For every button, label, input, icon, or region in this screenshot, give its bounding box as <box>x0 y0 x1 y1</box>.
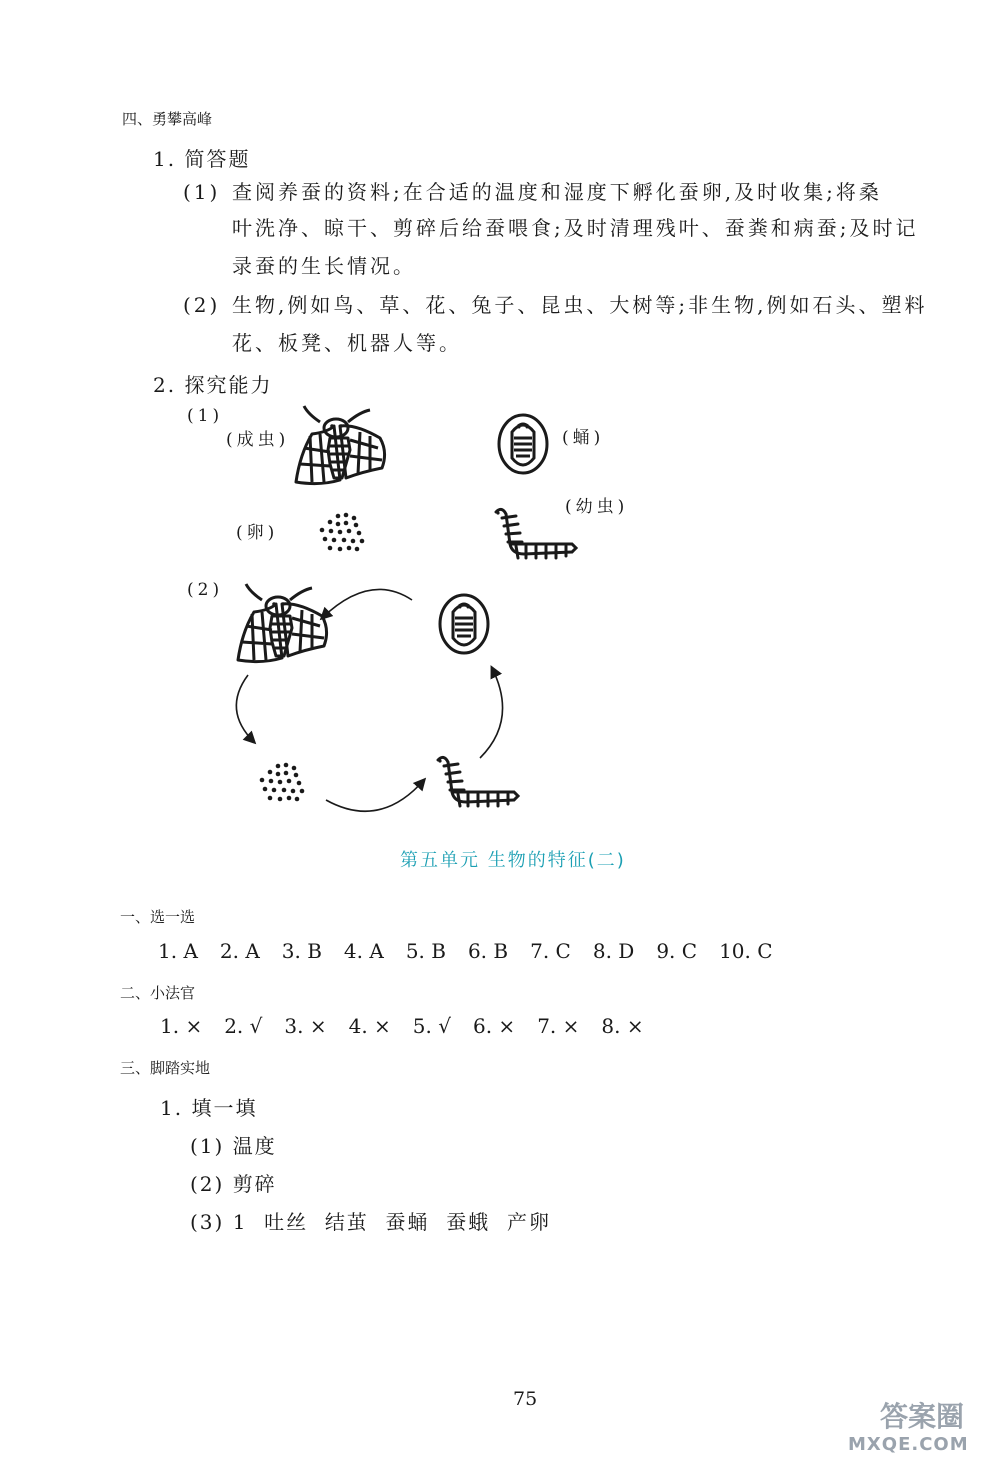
q1-title: 1. 简答题 <box>153 147 251 171</box>
answer-item: 1. A <box>158 939 198 963</box>
section-4-title: 四、勇攀高峰 <box>122 110 213 128</box>
fill-in-answer-2: (2) 剪碎 <box>190 1172 277 1196</box>
answer-item: 10. C <box>719 939 773 963</box>
q1-answer-2-line-2: 花、板凳、机器人等。 <box>232 331 462 355</box>
arrow-pupa-to-moth <box>322 589 412 618</box>
answer-item: 6. B <box>467 939 509 963</box>
q1-answer-2-line-1: 生物,例如鸟、草、花、兔子、昆虫、大树等;非生物,例如石头、塑料 <box>232 293 928 317</box>
q2-part-1-label: (1) <box>187 406 224 426</box>
page-number: 75 <box>513 1388 538 1410</box>
adult-label: (成虫) <box>226 430 290 450</box>
watermark-url: MXQE.COM <box>848 1434 969 1455</box>
answer-item: 2. A <box>219 939 260 963</box>
answer-item: 1. × <box>160 1014 203 1038</box>
answer-item: 8. × <box>601 1014 644 1038</box>
answer-item: 9. C <box>656 939 698 963</box>
part-1-title: 一、选一选 <box>120 908 196 926</box>
q1-answer-1-line-1: 查阅养蚕的资料;在合适的温度和湿度下孵化蚕卵,及时收集;将桑 <box>232 180 882 204</box>
unit-heading: 第五单元 生物的特征(二) <box>400 850 626 871</box>
fill-in-answer-3: (3) 1 吐丝 结茧 蚕蛹 蚕蛾 产卵 <box>190 1210 551 1234</box>
answer-item: 4. × <box>348 1014 391 1038</box>
part-3-title: 三、脚踏实地 <box>120 1059 211 1077</box>
egg-label: (卵) <box>236 523 279 543</box>
watermark-logo: 答案圈 <box>880 1400 965 1433</box>
answer-item: 8. D <box>592 939 635 963</box>
larva-label: (幼虫) <box>565 497 629 517</box>
arrow-egg-to-larva <box>326 780 424 811</box>
answer-item: 3. × <box>284 1014 327 1038</box>
answer-item: 6. × <box>472 1014 516 1038</box>
true-false-answers <box>160 1014 666 1038</box>
arrow-moth-to-egg <box>236 675 254 742</box>
q1-answer-1-line-3: 录蚕的生长情况。 <box>232 254 416 278</box>
answer-item: 7. C <box>530 939 571 963</box>
q2-title: 2. 探究能力 <box>153 373 273 397</box>
q1-answer-2-label: (2) <box>183 293 221 317</box>
fill-in-title: 1. 填一填 <box>160 1096 258 1120</box>
q2-part-2-label: (2) <box>187 580 224 600</box>
multiple-choice-answers <box>158 939 795 963</box>
answer-item: 3. B <box>281 939 322 963</box>
answer-item: 5. B <box>405 939 446 963</box>
fill-in-answer-1: (1) 温度 <box>190 1134 277 1158</box>
arrow-larva-to-pupa <box>480 668 503 758</box>
q1-answer-1-label: (1) <box>183 180 221 204</box>
q1-answer-1-line-2: 叶洗净、晾干、剪碎后给蚕喂食;及时清理残叶、蚕粪和病蚕;及时记 <box>232 216 919 240</box>
answer-item: 5. √ <box>412 1014 451 1038</box>
part-2-title: 二、小法官 <box>120 984 196 1002</box>
answer-item: 7. × <box>537 1014 580 1038</box>
answer-item: 4. A <box>343 939 384 963</box>
answer-item: 2. √ <box>224 1014 263 1038</box>
pupa-label: (蛹) <box>562 428 605 448</box>
